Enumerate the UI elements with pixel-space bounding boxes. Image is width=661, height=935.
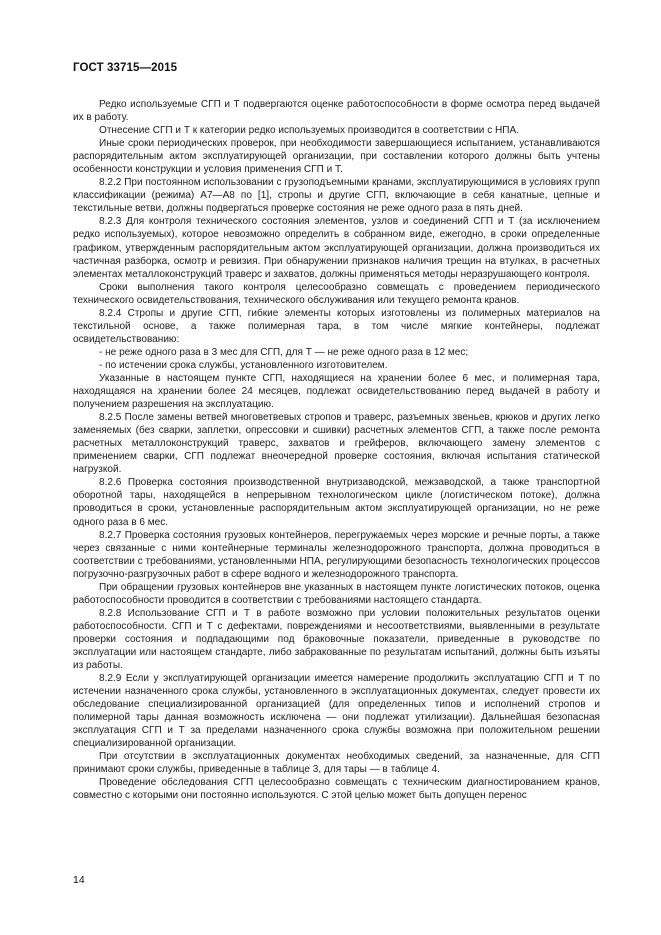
document-header-code: ГОСТ 33715—2015 [73, 62, 178, 74]
paragraph-storage: Указанные в настоящем пункте СГП, находящиеся на хранении более 6 мес, и полимерная тара, находящаяся на хранении более 24 месяцев, подлежат освидетельствованию перед выдачей в работу и получением разрешения на эксплуатацию. [73, 372, 600, 411]
paragraph-8-2-8: 8.2.8 Использование СГП и Т в работе возможно при условии положительных результатов оценки работоспособности. СГП и Т с дефектами, повреждениями и несоответствиями, выявленными в результате проверки состояния и подпадающими под браковочные показатели, приведенные в руководстве по эксплуатации или настоящем стандарте, либо забракованные по результатам испытаний, должны быть изъяты из работы. [73, 607, 600, 672]
paragraph-missing-info: При отсутствии в эксплуатационных документах необходимых сведений, за назначенные, для СГП принимают сроки службы, приведенные в таблице 3, для тары — в таблице 4. [73, 751, 600, 776]
list-item-3-months: - не реже одного раза в 3 мес для СГП, для Т — не реже одного раза в 12 мес; [99, 346, 469, 358]
paragraph-8-2-9: 8.2.9 Если у эксплуатирующей организации имеется намерение продолжить эксплуатацию СГП и Т по истечении назначенного срока службы, установленного в эксплуатационных документах, следует провести их обследование специализированной организацией (для определенных типов и исполнений стропов и полимерной тары данная возможность исключена — они подлежат утилизации). Дальнейшая безопасная эксплуатация СГП и Т за пределами назначенного срока службы возможна при положительном решении специализированной организации. [73, 673, 600, 750]
list-item-service-life: - по истечении срока службы, установленного изготовителем. [99, 359, 388, 371]
document-body [73, 98, 600, 803]
paragraph-containers-outside: При обращении грузовых контейнеров вне указанных в настоящем пункте логистических потоков, оценка работоспособности проводится в соответствии с требованиями настоящего стандарта. [73, 581, 600, 606]
paragraph-rarely-used-category: Отнесение СГП и Т к категории редко используемых производится в соответствии с НПА. [99, 125, 519, 137]
paragraph-8-2-6: 8.2.6 Проверка состояния производственной внутризаводской, межзаводской, а также транспортной оборотной тары, находящейся в непрерывном технологическом цикле (логистическом потоке), должна проводиться в сроки, установленные распорядительным актом эксплуатирующей организации, но не реже одного раза в 6 мес. [73, 477, 600, 528]
paragraph-8-2-4: 8.2.4 Стропы и другие СГП, гибкие элементы которых изготовлены из полимерных материалов на текстильной основе, а также полимерная тара, в том числе мягкие контейнеры, подлежат освидетельствованию: [73, 307, 600, 345]
paragraph-8-2-5: 8.2.5 После замены ветвей многоветвевых стропов и траверс, разъемных звеньев, крюков и других легко заменяемых (без сварки, заплетки, опрессовки и сшивки) расчетных элементов СГП, а также после ремонта расчетных металлоконструкций траверс, захватов и грейферов, включающего замену элементов с применением сварки, СГП подлежат внеочередной проверке состояния, включая испытания статической нагрузкой. [73, 412, 600, 476]
paragraph-8-2-3: 8.2.3 Для контроля технического состояния элементов, узлов и соединений СГП и Т (за исключением редко используемых), которое невозможно определить в собранном виде, ежегодно, в сроки определенные графиком, утвержденным распорядительным актом эксплуатирующей организации, должна производиться их частичная разборка, осмотр и ревизия. При обнаружении признаков наличия трещин на втулках, в расчетных элементах металлоконструкций траверс и захватов, должны применяться методы неразрушающего контроля. [73, 216, 600, 280]
paragraph-control-timing: Сроки выполнения такого контроля целесообразно совмещать с проведением периодического технического освидетельствования, технического обслуживания или текущего ремонта кранов. [73, 281, 600, 306]
paragraph-8-2-2: 8.2.2 При постоянном использовании с грузоподъемными кранами, эксплуатирующимися в условиях групп классификации (режима) А7—А8 по [1], стропы и другие СГП, включающие в себя канатные, цепные и текстильные ветви, должны подвергаться проверке состояния не реже одного раза в пять дней. [73, 177, 600, 215]
paragraph-8-2-7: 8.2.7 Проверка состояния грузовых контейнеров, перегружаемых через морские и речные порты, а также через связанные с ними контейнерные терминалы железнодорожного транспорта, должна проводиться в соответствии с требованиями, установленными НПА, регулирующими безопасность технологических процессов погрузочно-разгрузочных работ в сфере водного и железнодорожного транспорта. [73, 529, 600, 580]
paragraph-rarely-used-inspection: Редко используемые СГП и Т подвергаются оценке работоспособности в форме осмотра перед выдачей их в работу. [73, 99, 600, 124]
paragraph-other-periods: Иные сроки периодических проверок, при необходимости завершающиеся испытанием, устанавливаются распорядительным актом эксплуатирующей организации, при составлении которого должны быть учтены особенности конструкции и условия применения СГП и Т. [73, 138, 600, 176]
paragraph-inspection-combined: Проведение обследования СГП целесообразно совмещать с техническим диагностированием кранов, совместно с которыми они постоянно используются. С этой целью может быть допущен перенос [73, 777, 600, 802]
page-number: 14 [73, 874, 85, 886]
